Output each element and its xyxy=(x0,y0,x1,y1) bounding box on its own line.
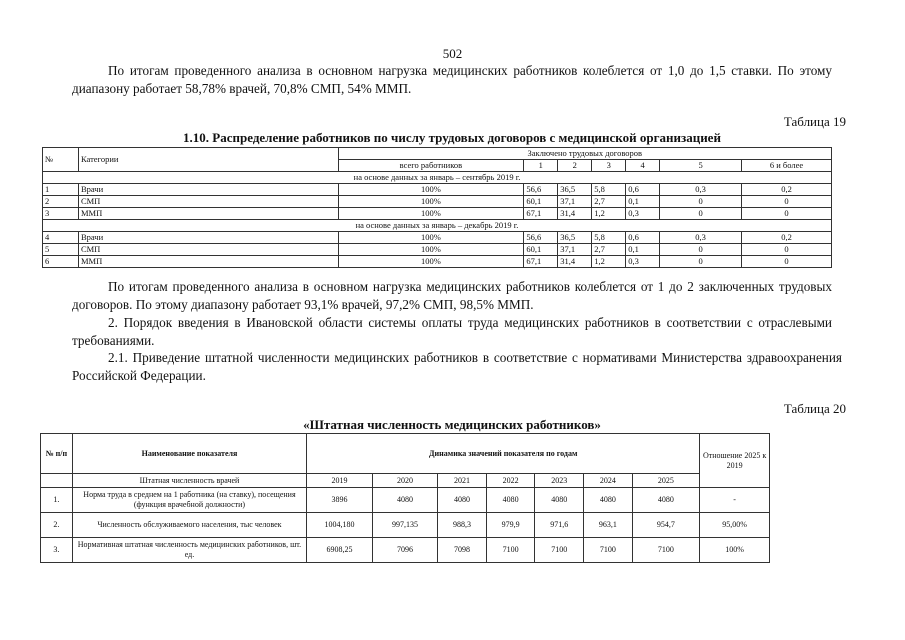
table-cell: 100% xyxy=(338,244,524,256)
table-cell: Нормативная штатная численность медицинских работников, шт. ед. xyxy=(72,538,307,563)
table-cell: 5,8 xyxy=(592,232,626,244)
section-label: на основе данных за январь – декабрь 2019 г. xyxy=(43,220,832,232)
table-cell: 0 xyxy=(742,208,832,220)
empty-cell xyxy=(41,474,73,488)
table-cell: 95,00% xyxy=(700,513,770,538)
table-cell: 6 xyxy=(43,256,79,268)
table-cell: 954,7 xyxy=(632,513,700,538)
table-cell: 1,2 xyxy=(592,208,626,220)
table-cell: 0 xyxy=(742,256,832,268)
table-cell: Норма труда в среднем на 1 работника (на ставку), посещения (функция врачебной должности) xyxy=(72,488,307,513)
table-cell: 4 xyxy=(43,232,79,244)
paragraph-contracts-analysis xyxy=(72,278,832,314)
table-cell: 100% xyxy=(338,232,524,244)
table-cell: 7100 xyxy=(535,538,584,563)
table-cell: 7100 xyxy=(632,538,700,563)
table-cell: 6908,25 xyxy=(307,538,373,563)
header-number: № xyxy=(43,148,79,172)
table-cell: 4080 xyxy=(584,488,633,513)
table-cell: 963,1 xyxy=(584,513,633,538)
table-cell: 31,4 xyxy=(558,256,592,268)
year-header: 2023 xyxy=(535,474,584,488)
table-cell: 7098 xyxy=(438,538,487,563)
table-cell: 100% xyxy=(338,196,524,208)
table-cell: 0,6 xyxy=(626,184,660,196)
year-header: 2020 xyxy=(372,474,438,488)
table-cell: 67,1 xyxy=(524,256,558,268)
table-cell: 31,4 xyxy=(558,208,592,220)
page-number: 502 xyxy=(442,46,463,61)
table-header-row xyxy=(43,148,832,160)
table-cell: 5,8 xyxy=(592,184,626,196)
table-cell: 997,135 xyxy=(372,513,438,538)
section-label: на основе данных за январь – сентябрь 2019 г. xyxy=(43,172,832,184)
header-dynamics: Динамика значений показателя по годам xyxy=(307,434,700,474)
table-cell: 0,1 xyxy=(626,244,660,256)
table-cell: ММП xyxy=(78,208,338,220)
table-cell: 0,3 xyxy=(660,232,742,244)
table-cell: 971,6 xyxy=(535,513,584,538)
table-cell: 4080 xyxy=(372,488,438,513)
table-cell: 56,6 xyxy=(524,232,558,244)
table-cell: 36,5 xyxy=(558,184,592,196)
table-cell: 7096 xyxy=(372,538,438,563)
header-indicator: Наименование показателя xyxy=(72,434,307,474)
table-row xyxy=(43,256,832,268)
table-cell: 2 xyxy=(43,196,79,208)
table-row xyxy=(43,244,832,256)
table-row xyxy=(43,232,832,244)
table-cell: 100% xyxy=(700,538,770,563)
table-cell: 4080 xyxy=(632,488,700,513)
table-row xyxy=(43,196,832,208)
table-cell: 67,1 xyxy=(524,208,558,220)
table-cell: 1 xyxy=(43,184,79,196)
table-cell: 0,6 xyxy=(626,232,660,244)
header-number: № п/п xyxy=(41,434,73,474)
table-cell: 1. xyxy=(41,488,73,513)
table-subheader-row xyxy=(41,474,770,488)
paragraph-text: По итогам проведенного анализа в основном нагрузка медицинских работников колеблется от 1,0 до 1,5 ставки. По этому диапазону работает 58,78% врачей, 70,8% СМП, 54% ММП. xyxy=(72,63,832,96)
table-cell: 0,1 xyxy=(626,196,660,208)
table-row xyxy=(43,208,832,220)
table-cell: 100% xyxy=(338,184,524,196)
table-row xyxy=(41,538,770,563)
table-19-label: Таблица 19 xyxy=(783,114,846,129)
table-cell: - xyxy=(700,488,770,513)
table-19-title: 1.10. Распределение работников по числу трудовых договоров с медицинской организацией xyxy=(183,130,721,145)
table-header-row xyxy=(41,434,770,474)
header-ratio: Отношение 2025 к 2019 xyxy=(700,434,770,488)
contracts-table xyxy=(42,147,832,268)
table-cell: 1,2 xyxy=(592,256,626,268)
table-row xyxy=(43,184,832,196)
table-cell: 100% xyxy=(338,208,524,220)
header-category: Категории xyxy=(78,148,338,172)
paragraph-load-analysis xyxy=(72,62,832,98)
table-cell: 56,6 xyxy=(524,184,558,196)
table-cell: СМП xyxy=(78,196,338,208)
paragraph-staffing xyxy=(72,349,842,385)
table-row xyxy=(41,488,770,513)
table-cell: 0 xyxy=(660,208,742,220)
table-cell: 0,2 xyxy=(742,232,832,244)
table-cell: 3896 xyxy=(307,488,373,513)
table-20-label: Таблица 20 xyxy=(783,401,846,416)
paragraph-text: 2. Порядок введения в Ивановской области системы оплаты труда медицинских работников в соответствии с отраслевыми требованиями. xyxy=(72,315,832,348)
table-cell: 0,2 xyxy=(742,184,832,196)
paragraph-text: По итогам проведенного анализа в основном нагрузка медицинских работников колеблется от 1 до 2 заключенных трудовых договоров. По этому диапазону работает 93,1% врачей, 97,2% СМП, 98,5% ММП. xyxy=(72,279,832,312)
section-row xyxy=(43,172,832,184)
header-doctors-staffing: Штатная численность врачей xyxy=(72,474,307,488)
table-cell: 4080 xyxy=(535,488,584,513)
table-cell: 4080 xyxy=(438,488,487,513)
table-cell: 5 xyxy=(43,244,79,256)
table-cell: 60,1 xyxy=(524,244,558,256)
table-row xyxy=(41,513,770,538)
year-header: 2021 xyxy=(438,474,487,488)
table-cell: 0,3 xyxy=(626,208,660,220)
table-cell: 60,1 xyxy=(524,196,558,208)
table-cell: ММП xyxy=(78,256,338,268)
table-cell: Численность обслуживаемого населения, тыс человек xyxy=(72,513,307,538)
table-cell: 37,1 xyxy=(558,196,592,208)
header-total: всего работников xyxy=(338,160,524,172)
year-header: 2022 xyxy=(486,474,535,488)
table-cell: 2,7 xyxy=(592,244,626,256)
year-header: 2024 xyxy=(584,474,633,488)
table-cell: 979,9 xyxy=(486,513,535,538)
header-contracts: Заключено трудовых договоров xyxy=(338,148,831,160)
table-cell: 0 xyxy=(660,244,742,256)
table-cell: СМП xyxy=(78,244,338,256)
table-cell: 2. xyxy=(41,513,73,538)
table-cell: 36,5 xyxy=(558,232,592,244)
table-cell: 7100 xyxy=(584,538,633,563)
table-cell: 1004,180 xyxy=(307,513,373,538)
table-cell: 7100 xyxy=(486,538,535,563)
table-cell: 0,3 xyxy=(626,256,660,268)
table-cell: 988,3 xyxy=(438,513,487,538)
table-cell: 37,1 xyxy=(558,244,592,256)
table-cell: 0 xyxy=(660,256,742,268)
header-col: 5 xyxy=(660,160,742,172)
table-cell: 0 xyxy=(742,244,832,256)
table-cell: 0 xyxy=(742,196,832,208)
header-col: 2 xyxy=(558,160,592,172)
header-col: 1 xyxy=(524,160,558,172)
year-header: 2019 xyxy=(307,474,373,488)
table-cell: 0 xyxy=(660,196,742,208)
table-cell: 2,7 xyxy=(592,196,626,208)
paragraph-pay-system xyxy=(72,314,832,350)
paragraph-text: 2.1. Приведение штатной численности медицинских работников в соответствие с нормативами Министерства здравоохранения Российской Федерации. xyxy=(72,350,842,383)
header-col: 6 и более xyxy=(742,160,832,172)
header-col: 3 xyxy=(592,160,626,172)
year-header: 2025 xyxy=(632,474,700,488)
table-cell: 100% xyxy=(338,256,524,268)
table-cell: 3 xyxy=(43,208,79,220)
table-cell: 4080 xyxy=(486,488,535,513)
table-cell: 0,3 xyxy=(660,184,742,196)
table-cell: Врачи xyxy=(78,184,338,196)
table-cell: 3. xyxy=(41,538,73,563)
table-cell: Врачи xyxy=(78,232,338,244)
section-row xyxy=(43,220,832,232)
header-col: 4 xyxy=(626,160,660,172)
staffing-table xyxy=(40,433,770,563)
table-20-title: «Штатная численность медицинских работников» xyxy=(303,417,601,432)
